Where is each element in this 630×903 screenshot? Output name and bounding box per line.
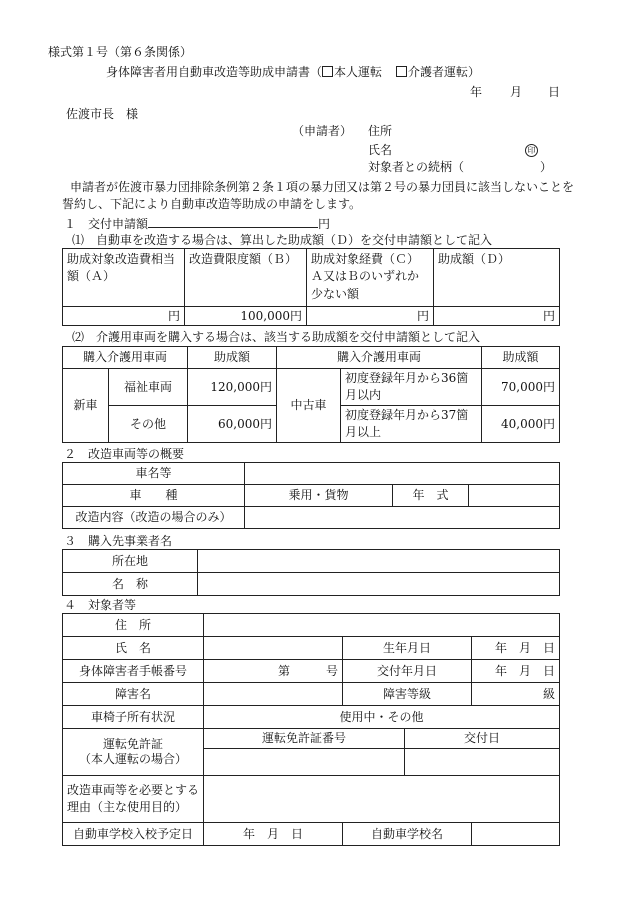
license-label: 運転免許証 <box>102 737 163 751</box>
license-label-cell <box>63 729 204 776</box>
option-self-driving: 本人運転 <box>334 65 383 79</box>
school-date-field[interactable]: 年 月 日 <box>204 823 343 846</box>
checkbox-self-driving[interactable] <box>322 66 333 77</box>
requested-amount-field[interactable] <box>148 215 318 228</box>
wheelchair-value[interactable]: 使用中・その他 <box>204 706 560 729</box>
form-number: 様式第１号（第６条関係） <box>48 45 193 59</box>
license-issue-label: 交付日 <box>405 729 560 749</box>
school-date-label: 自動車学校入校予定日 <box>63 823 204 846</box>
header-cost-a: 助成対象改造費相当額（Ａ） <box>63 249 185 307</box>
form-title <box>106 65 480 80</box>
header-expense-c: 助成対象経費（Ｃ）Ａ又はＢのいずれか少ない額 <box>307 249 434 307</box>
date-day: 日 <box>548 85 561 99</box>
section-1-title: １ 交付申請額 <box>64 217 149 231</box>
disability-grade-label: 障害等級 <box>343 683 472 706</box>
subject-address-field[interactable] <box>204 614 560 637</box>
issue-date-label: 交付年月日 <box>343 660 472 683</box>
modification-field[interactable] <box>245 507 560 529</box>
seal-icon: 印 <box>525 144 538 157</box>
option-carer-driving: 介護者運転 <box>408 65 469 79</box>
header-limit-b: 改造費限度額（Ｂ） <box>185 249 307 307</box>
value-limit-b: 100,000円 <box>185 307 307 326</box>
disability-name-label: 障害名 <box>63 683 204 706</box>
issue-date-field[interactable]: 年 月 日 <box>472 660 560 683</box>
section-1-sub-1: ⑴ 自動車を改造する場合は、算出した助成額（Ｄ）を交付申請額として記入 <box>72 233 493 247</box>
disability-grade-field[interactable]: 級 <box>472 683 560 706</box>
used-within-36-label: 初度登録年月から36箇月以内 <box>341 369 482 406</box>
section-4-heading: ４ 対象者等 <box>64 598 137 612</box>
reason-label: 改造車両等を必要とする理由（主な使用目的） <box>63 776 204 823</box>
license-number-label: 運転免許証番号 <box>204 729 405 749</box>
subject-table <box>62 613 560 846</box>
applicant-relation-label: 対象者との続柄（ <box>368 160 465 174</box>
handbook-number-label: 身体障害者手帳番号 <box>63 660 204 683</box>
section-1-sub-2: ⑵ 介護用車両を購入する場合は、該当する助成額を交付申請額として記入 <box>72 330 481 344</box>
title-text: 身体障害者用自動車改造等助成申請書（ <box>106 65 323 79</box>
purchase-table <box>62 346 560 443</box>
value-expense-c[interactable]: 円 <box>307 307 434 326</box>
wheelchair-label: 車椅子所有状況 <box>63 706 204 729</box>
pledge-line-1: 申請者が佐渡市暴力団排除条例第２条１項の暴力団又は第２号の暴力団員に該当しないことを <box>70 180 575 194</box>
disability-name-field[interactable] <box>204 683 343 706</box>
welfare-vehicle-label: 福祉車両 <box>109 369 188 406</box>
section-1-heading <box>64 215 330 232</box>
addressee: 佐渡市長 様 <box>66 107 139 121</box>
vehicle-summary-table <box>62 462 560 529</box>
license-number-field[interactable] <box>204 749 405 776</box>
subject-name-label: 氏 名 <box>63 637 204 660</box>
birthdate-field[interactable]: 年 月 日 <box>472 637 560 660</box>
school-name-field[interactable] <box>472 823 560 846</box>
handbook-number-field[interactable]: 第 号 <box>204 660 343 683</box>
date-month: 月 <box>510 85 523 99</box>
checkbox-carer-driving[interactable] <box>396 66 407 77</box>
license-issue-field[interactable] <box>405 749 560 776</box>
vendor-location-label: 所在地 <box>63 550 198 573</box>
used-over-37-amount: 40,000円 <box>482 406 560 443</box>
value-cost-a[interactable]: 円 <box>63 307 185 326</box>
vendor-name-label: 名 称 <box>63 573 198 596</box>
header-subsidy-d: 助成額（Ｄ） <box>434 249 560 307</box>
pledge-line-2: 誓約し、下記により自動車改造等助成の申請をします。 <box>62 197 362 211</box>
car-name-label: 車名等 <box>63 463 245 485</box>
vendor-table <box>62 549 560 596</box>
birthdate-label: 生年月日 <box>343 637 472 660</box>
purchase-header-amount: 助成額 <box>188 347 277 369</box>
used-car-label: 中古車 <box>277 369 341 443</box>
applicant-address-label: 住所 <box>368 124 393 138</box>
car-type-value[interactable]: 乗用・貨物 <box>245 485 393 507</box>
subject-address-label: 住 所 <box>63 614 204 637</box>
applicant-relation-close: ） <box>540 160 553 174</box>
applicant-label: （申請者） <box>292 124 353 138</box>
welfare-vehicle-amount: 120,000円 <box>188 369 277 406</box>
purchase-header-vehicle-used: 購入介護用車両 <box>277 347 482 369</box>
model-year-label: 年 式 <box>393 485 469 507</box>
modification-table <box>62 248 560 326</box>
new-car-label: 新車 <box>63 369 109 443</box>
model-year-field[interactable] <box>469 485 560 507</box>
modification-label: 改造内容（改造の場合のみ） <box>63 507 245 529</box>
vendor-name-field[interactable] <box>198 573 560 596</box>
requested-amount-unit: 円 <box>318 217 331 231</box>
value-subsidy-d[interactable]: 円 <box>434 307 560 326</box>
date-year: 年 <box>470 85 483 99</box>
used-within-36-amount: 70,000円 <box>482 369 560 406</box>
car-type-label: 車 種 <box>63 485 245 507</box>
other-vehicle-amount: 60,000円 <box>188 406 277 443</box>
license-note: （本人運転の場合） <box>78 752 187 766</box>
title-close: ） <box>468 65 481 79</box>
purchase-header-amount-used: 助成額 <box>482 347 560 369</box>
subject-name-field[interactable] <box>204 637 343 660</box>
other-vehicle-label: その他 <box>109 406 188 443</box>
school-name-label: 自動車学校名 <box>343 823 472 846</box>
used-over-37-label: 初度登録年月から37箇月以上 <box>341 406 482 443</box>
car-name-field[interactable] <box>245 463 560 485</box>
seal-mark <box>525 142 538 157</box>
applicant-name-label: 氏名 <box>368 143 393 157</box>
section-3-heading: ３ 購入先事業者名 <box>64 534 173 548</box>
vendor-location-field[interactable] <box>198 550 560 573</box>
section-2-heading: ２ 改造車両等の概要 <box>64 447 185 461</box>
reason-field[interactable] <box>204 776 560 823</box>
purchase-header-vehicle: 購入介護用車両 <box>63 347 188 369</box>
